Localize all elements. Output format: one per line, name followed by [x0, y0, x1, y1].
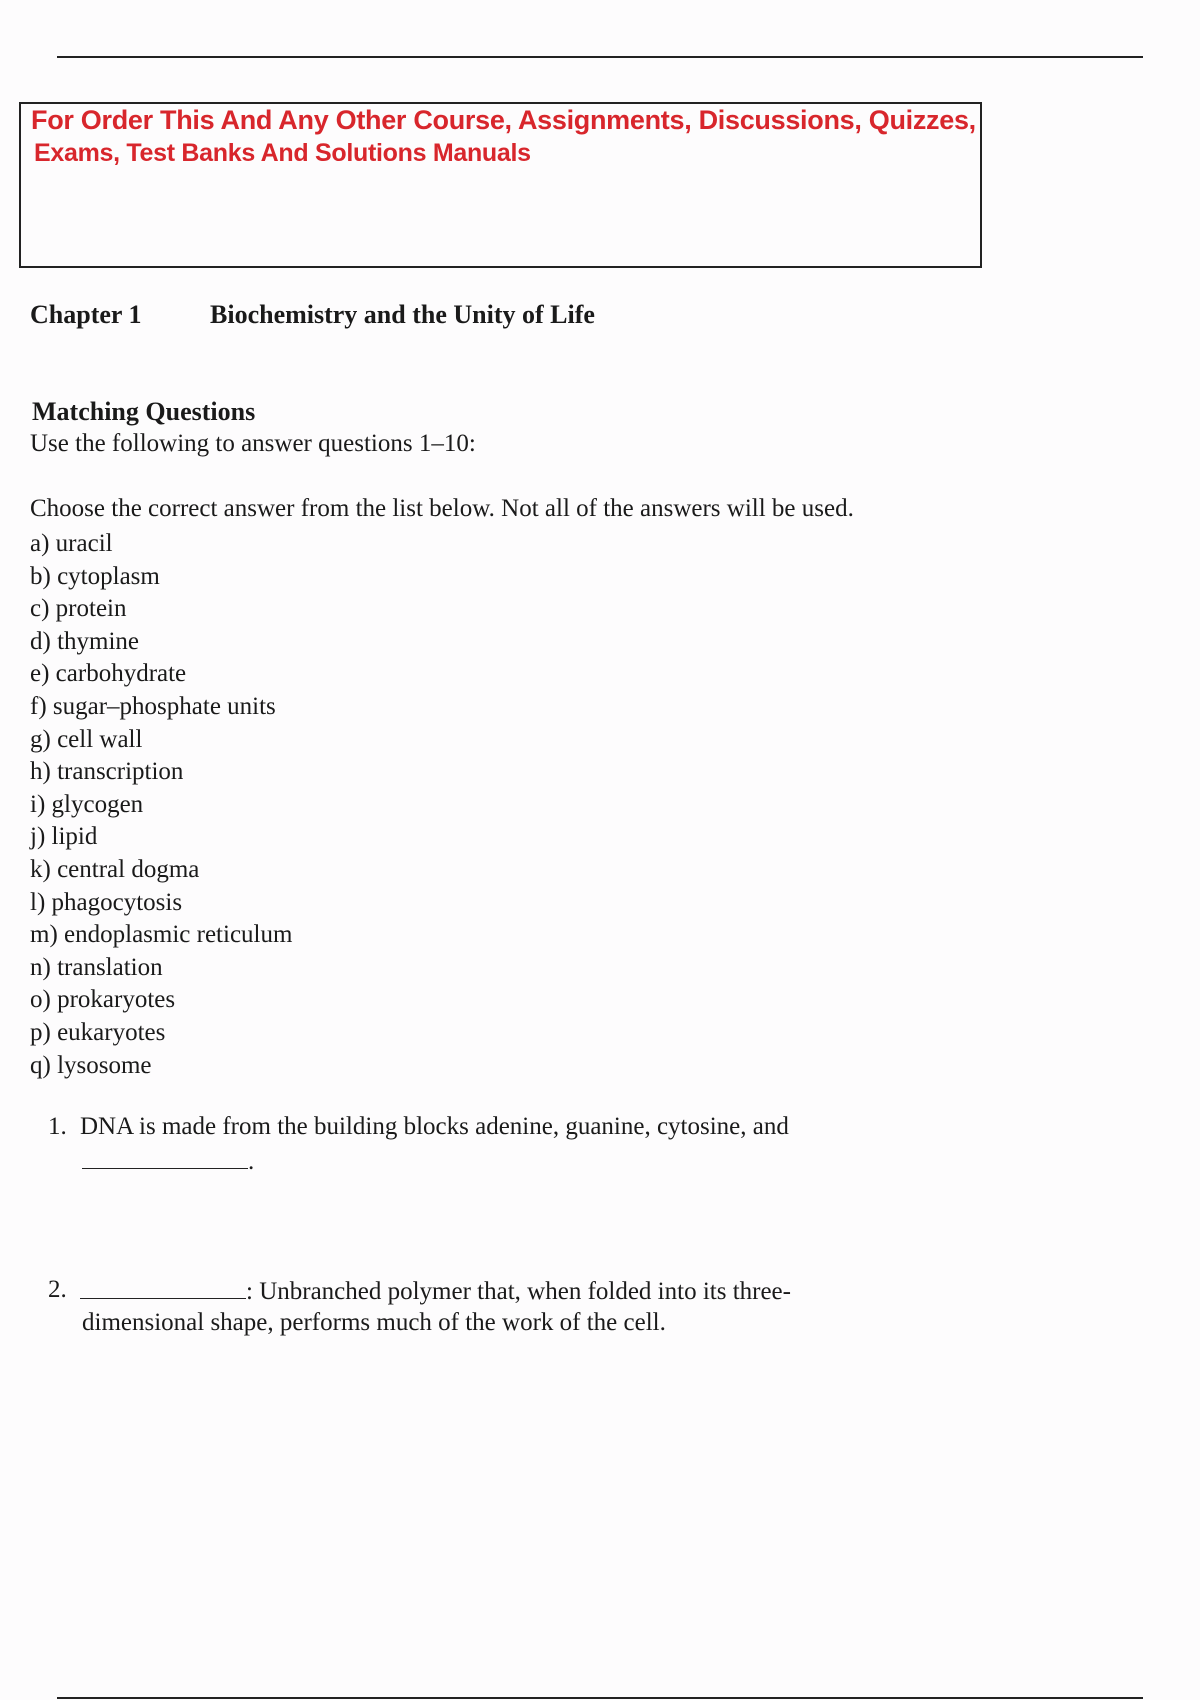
top-rule	[57, 56, 1143, 58]
choice-item: b) cytoplasm	[30, 562, 160, 590]
choice-item: e) carbohydrate	[30, 660, 187, 688]
choice-item: c) protein	[30, 595, 127, 623]
choice-item: q) lysosome	[30, 1051, 152, 1079]
instruction-questions-range: Use the following to answer questions 1–10:	[30, 430, 476, 457]
chapter-number: Chapter 1	[30, 300, 142, 329]
question-text-continued: dimensional shape, performs much of the work of the cell.	[82, 1309, 666, 1336]
promo-line-1: For Order This And Any Other Course, Assignments, Discussions, Quizzes,	[31, 105, 976, 135]
choice-item: p) eukaryotes	[30, 1018, 166, 1046]
choice-item: d) thymine	[30, 627, 140, 655]
question-answer-line	[82, 1146, 254, 1176]
question-number: 1.	[48, 1113, 67, 1140]
choice-item: l) phagocytosis	[30, 888, 183, 916]
choice-item: h) transcription	[30, 758, 184, 786]
question-text	[80, 1276, 791, 1306]
choice-item: m) endoplasmic reticulum	[30, 921, 293, 949]
instruction-choose: Choose the correct answer from the list below. Not all of the answers will be used.	[30, 495, 854, 522]
question-punctuation: .	[248, 1148, 255, 1175]
choice-item: n) translation	[30, 953, 163, 981]
question-text-after-blank: : Unbranched polymer that, when folded into its three-	[246, 1278, 791, 1305]
choice-item: k) central dogma	[30, 855, 200, 883]
promo-box	[19, 102, 982, 268]
section-heading: Matching Questions	[32, 397, 256, 426]
choice-item: a) uracil	[30, 530, 113, 557]
answer-choices-list	[30, 528, 292, 1082]
bottom-rule	[57, 1697, 1143, 1699]
choice-item: g) cell wall	[30, 725, 143, 753]
choice-item: j) lipid	[30, 823, 98, 851]
answer-blank[interactable]	[82, 1146, 248, 1169]
choice-item: o) prokaryotes	[30, 986, 176, 1014]
question-text: DNA is made from the building blocks adenine, guanine, cytosine, and	[80, 1113, 789, 1140]
choice-item: f) sugar–phosphate units	[30, 692, 276, 720]
chapter-heading	[30, 300, 595, 330]
question-number: 2.	[48, 1276, 67, 1303]
chapter-title: Biochemistry and the Unity of Life	[210, 300, 595, 329]
choice-item: i) glycogen	[30, 790, 144, 818]
promo-line-2: Exams, Test Banks And Solutions Manuals	[34, 139, 531, 167]
answer-blank[interactable]	[80, 1276, 246, 1299]
